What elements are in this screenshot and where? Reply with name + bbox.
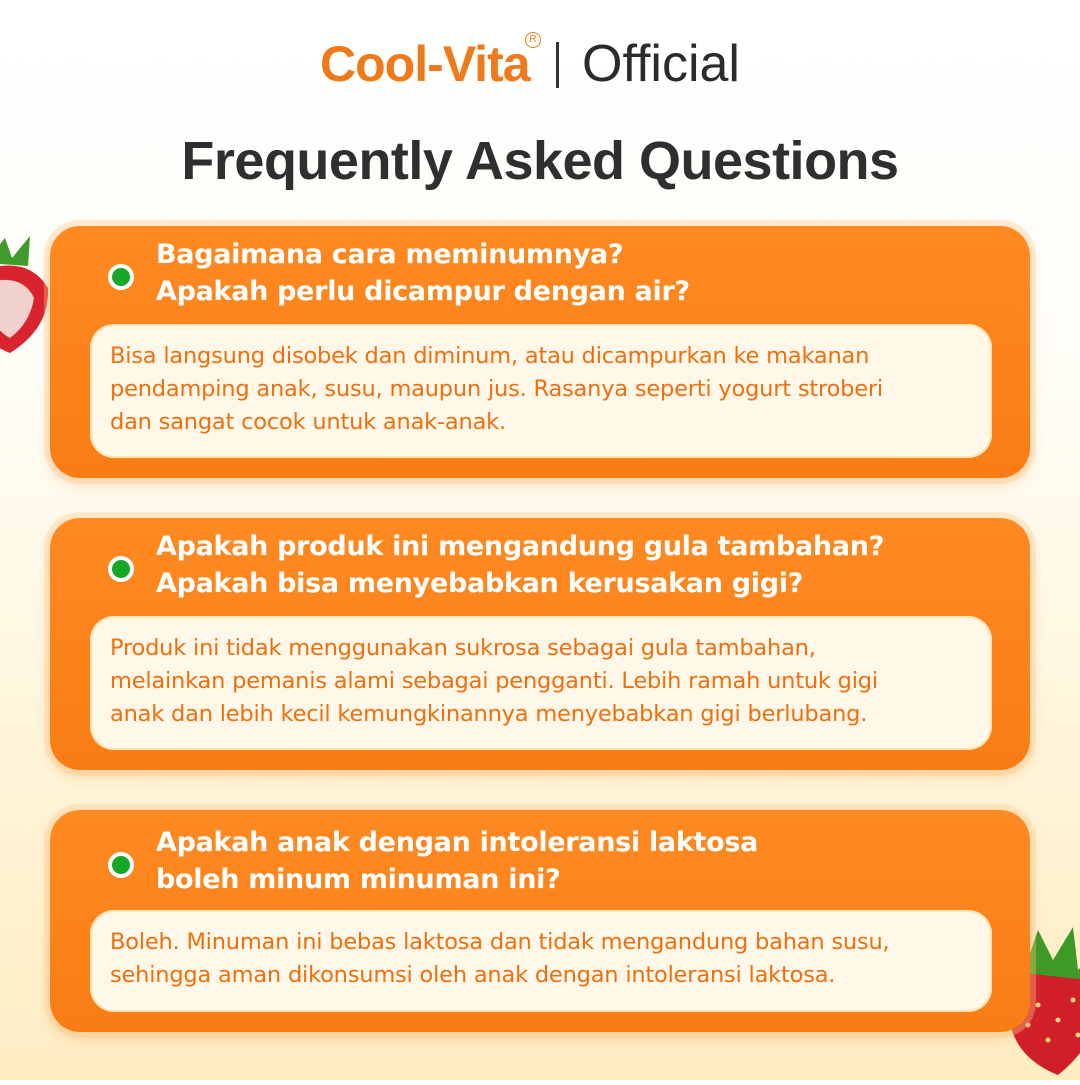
faq-answer: [110, 632, 978, 731]
answer-line: pendamping anak, susu, maupun jus. Rasanya seperti yogurt stroberi: [110, 373, 978, 406]
question-line: boleh minum minuman ini?: [156, 861, 1000, 898]
registered-mark: R: [525, 32, 541, 48]
faq-card: [50, 518, 1030, 770]
answer-line: Produk ini tidak menggunakan sukrosa sebagai gula tambahan,: [110, 632, 978, 665]
answer-line: melainkan pemanis alami sebagai pengganti. Lebih ramah untuk gigi: [110, 665, 978, 698]
faq-card: [50, 810, 1030, 1032]
faq-question: [156, 528, 1000, 602]
faq-answer-box: [90, 910, 992, 1012]
question-line: Apakah anak dengan intoleransi laktosa: [156, 824, 1000, 861]
faq-answer: [110, 340, 978, 439]
answer-line: dan sangat cocok untuk anak-anak.: [110, 406, 978, 439]
question-line: Apakah produk ini mengandung gula tambahan?: [156, 528, 1000, 565]
faq-answer-box: [90, 616, 992, 750]
green-bullet-icon: [108, 556, 134, 582]
green-bullet-icon: [108, 852, 134, 878]
answer-line: Bisa langsung disobek dan diminum, atau dicampurkan ke makanan: [110, 340, 978, 373]
faq-answer: [110, 926, 978, 992]
green-bullet-icon: [108, 264, 134, 290]
header: [0, 30, 1080, 100]
faq-question: [156, 824, 1000, 898]
page-title: Frequently Asked Questions: [0, 128, 1080, 194]
answer-line: Boleh. Minuman ini bebas laktosa dan tidak mengandung bahan susu,: [110, 926, 978, 959]
question-line: Bagaimana cara meminumnya?: [156, 236, 1000, 273]
faq-question: [156, 236, 1000, 310]
official-label: Official: [582, 34, 740, 94]
header-divider: [556, 42, 559, 88]
brand-logo: Cool-Vita: [320, 34, 530, 94]
faq-card: [50, 226, 1030, 478]
answer-line: anak dan lebih kecil kemungkinannya menyebabkan gigi berlubang.: [110, 698, 978, 731]
answer-line: sehingga aman dikonsumsi oleh anak dengan intoleransi laktosa.: [110, 959, 978, 992]
faq-answer-box: [90, 324, 992, 458]
question-line: Apakah perlu dicampur dengan air?: [156, 273, 1000, 310]
question-line: Apakah bisa menyebabkan kerusakan gigi?: [156, 565, 1000, 602]
